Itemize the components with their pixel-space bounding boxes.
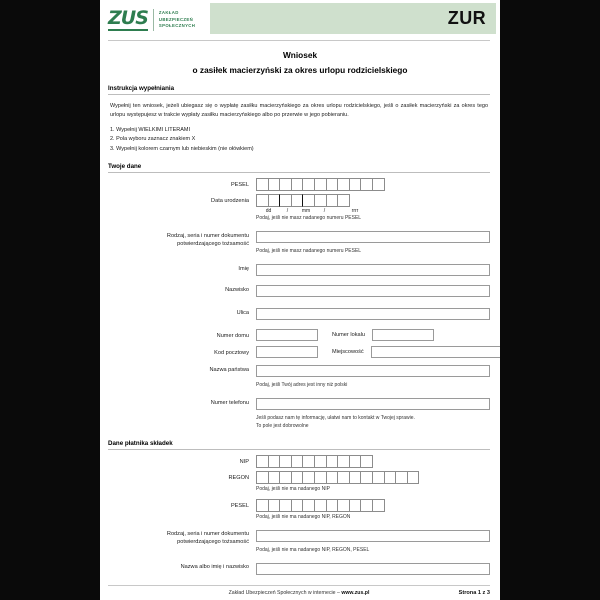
char-box[interactable] [372,499,385,512]
payer-pesel-hint: Podaj, jeśli nie ma nadanego NIP, REGON [256,513,351,520]
payer-nip-label: NIP [239,459,249,466]
phone-input[interactable] [256,398,490,410]
zus-logo-mark: ZUS [108,7,148,29]
footer-note [229,590,370,596]
street-label: Ulica [236,309,249,316]
payer-name-input[interactable] [256,563,490,575]
instruction-paragraph: Wypełnij ten wniosek, jeżeli ubiegasz się o wypłatę zasiłku macierzyńskiego za okres urlopu rodzicielskiego, jeśli o zasiłek macierzyński za okres tego urlopu występujesz w trakcie wypłaty zasiłku macierzyńskiego albo po przerwie w jego pobieraniu. [110,103,488,118]
logo-divider [153,9,154,31]
payer-pesel-input[interactable] [256,499,490,512]
char-box[interactable] [360,455,373,468]
city-label: Miejscowość [332,348,364,355]
birthdate-label: Data urodzenia [211,198,249,205]
instruction-step: 2. Pola wyboru zaznacz znakiem X [110,136,196,143]
footer-url[interactable]: www.zus.pl [341,590,370,596]
field-row-postcode-city [108,346,490,358]
field-row-lastname [108,283,490,301]
phone-hint: Jeśli podasz nam tę informację, ułatwi nam to kontakt w Twojej sprawie. To pole jest dobrowolne [256,415,415,429]
field-row-house-flat [108,329,490,341]
caption-sep-2: / [323,207,326,214]
flat-number-input[interactable] [372,329,434,341]
instruction-heading: Instrukcja wypełniania [108,85,490,95]
field-row-payer-pesel [108,499,490,524]
logo-line-1: ZAKŁAD [158,10,179,16]
field-row-payer-document [108,527,490,557]
title-line-2: o zasiłek macierzyński za okres urlopu rodzicielskiego [192,65,408,75]
caption-rrrr: rrrr [351,207,359,214]
page-header [100,0,500,40]
street-input[interactable] [256,308,490,320]
instruction-step: 3. Wypełnij kolorem czarnym lub niebieskim (nie ołówkiem) [110,145,254,152]
payer-pesel-label: PESEL [230,503,249,510]
footer-divider [108,585,490,586]
identity-document-label: Rodzaj, seria i numer dokumentu potwierdzającego tożsamość [166,232,249,247]
firstname-label: Imię [238,265,249,272]
page-title [100,41,500,85]
payer-name-label: Nazwa albo imię i nazwisko [180,564,249,571]
form-page [100,0,500,600]
country-hint: Podaj, jeśli Twój adres jest inny niż polski [256,382,348,389]
payer-document-input[interactable] [256,530,490,542]
form-code-band [210,3,496,34]
identity-document-input[interactable] [256,231,490,243]
footer-page-number: Strona 1 z 3 [458,590,490,596]
logo-line-3: SPOŁECZNYCH [158,23,196,29]
payer-nip-input[interactable] [256,455,490,468]
payer-regon-input[interactable] [256,471,490,484]
char-box[interactable] [372,178,385,191]
instruction-steps [108,126,490,154]
postcode-input[interactable] [256,346,318,358]
form-code: ZUR [447,8,486,28]
field-row-identity-document [108,229,490,259]
field-row-payer-nip [108,455,490,468]
field-row-pesel [108,178,490,191]
phone-label: Numer telefonu [210,399,249,406]
house-number-label: Numer domu [216,332,249,339]
house-number-input[interactable] [256,329,318,341]
field-row-payer-name [108,560,490,578]
firstname-input[interactable] [256,264,490,276]
pesel-label: PESEL [230,182,249,189]
field-row-payer-regon [108,471,490,496]
title-line-1: Wniosek [282,50,318,60]
payer-document-hint: Podaj, jeśli nie ma nadanego NIP, REGON, PESEL [256,546,370,553]
lastname-label: Nazwisko [225,286,249,293]
payer-regon-hint: Podaj, jeśli nie ma nadanego NIP [256,485,330,492]
instruction-section [100,85,500,154]
identity-document-hint: Podaj, jeśli nie masz nadanego numeru PESEL [256,248,362,255]
birthdate-format-caption [256,208,490,214]
flat-number-label: Numer lokalu [332,331,365,338]
payer-regon-label: REGON [228,475,249,482]
birthdate-hint: Podaj, jeśli nie masz nadanego numeru PESEL [256,215,362,222]
payer-data-heading: Dane płatnika składek [108,440,490,450]
zus-logo-wordmark [159,10,195,29]
birthdate-input[interactable] [256,194,490,207]
zus-logo [100,0,210,40]
char-box[interactable] [337,194,350,207]
country-label: Nazwa państwa [209,366,249,373]
postcode-label: Kod pocztowy [214,349,249,356]
instruction-step: 1. Wypełnij WIELKIMI LITERAMI [110,126,191,133]
payer-document-label: Rodzaj, seria i numer dokumentu potwierdzającego tożsamość [166,531,249,546]
caption-sep-1: / [286,207,289,214]
personal-data-heading: Twoje dane [108,163,490,173]
pesel-input[interactable] [256,178,490,191]
city-input[interactable] [371,346,500,358]
char-box[interactable] [407,471,420,484]
personal-data-section [100,163,500,433]
caption-mm: mm [301,207,311,214]
field-row-birthdate [108,194,490,226]
country-input[interactable] [256,365,490,377]
field-row-phone [108,396,490,434]
caption-dd: dd [265,207,272,214]
logo-line-2: UBEZPIECZEŃ [158,16,194,22]
footer-note-text: Zakład Ubezpieczeń Społecznych w internecie – [228,590,342,596]
page-footer [100,585,500,600]
lastname-input[interactable] [256,285,490,297]
field-row-country [108,363,490,393]
payer-data-section [100,440,500,578]
field-row-firstname [108,262,490,280]
field-row-street [108,306,490,324]
